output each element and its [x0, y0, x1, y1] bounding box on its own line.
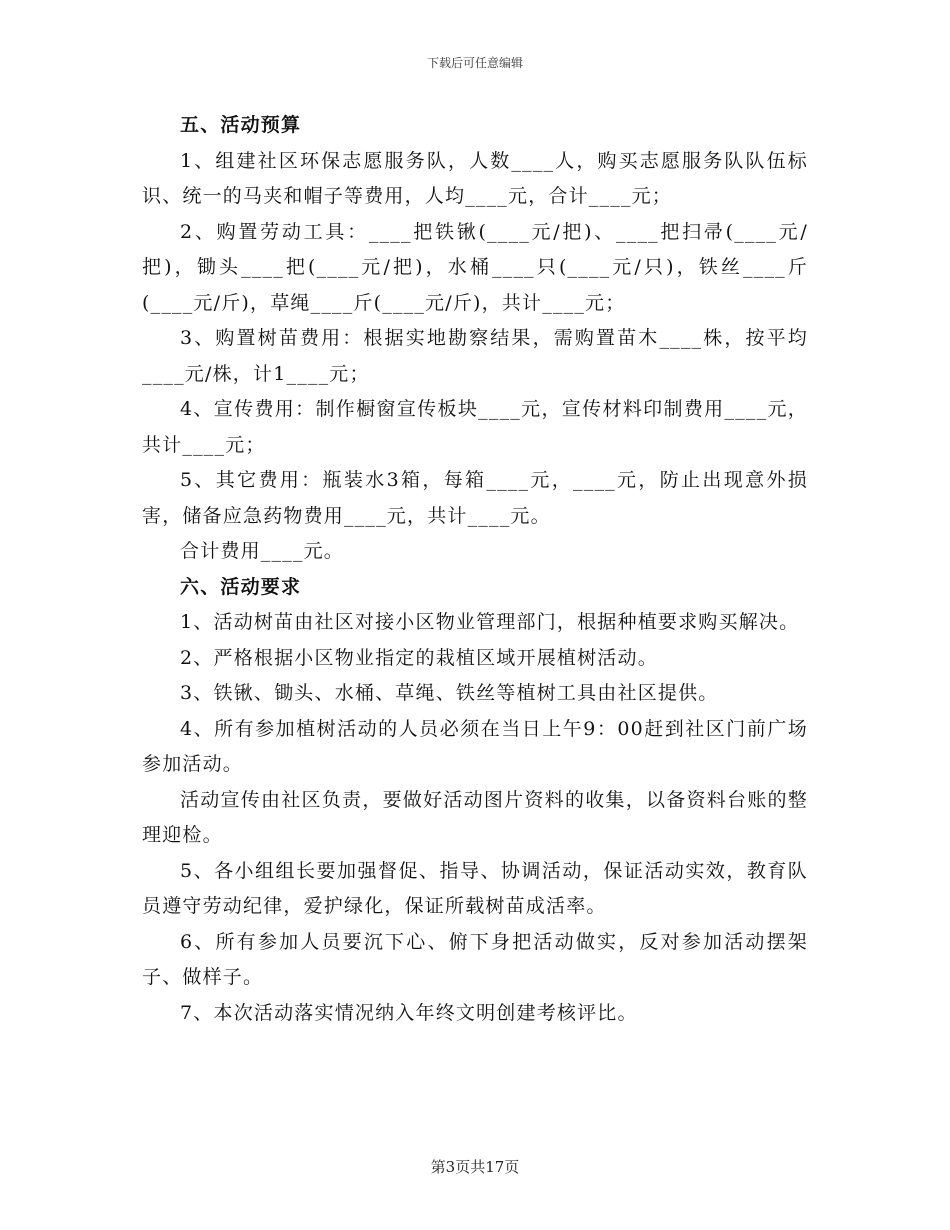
section-heading-budget: 五、活动预算 [180, 114, 302, 136]
requirement-item-2: 2、严格根据小区物业指定的栽植区域开展植树活动。 [180, 646, 658, 669]
document-body [142, 108, 808, 1031]
requirement-item-7: 7、本次活动落实情况纳入年终文明创建考核评比。 [180, 1001, 638, 1024]
requirement-item-6: 6、所有参加人员要沉下心、俯下身把活动做实，反对参加活动摆架子、做样子。 [142, 930, 808, 988]
budget-item-5: 5、其它费用：瓶装水3箱，每箱____元，____元，防止出现意外损害，储备应急药物费用____元，共计____元。 [142, 469, 808, 527]
requirement-item-4: 4、所有参加植树活动的人员必须在当日上午9：00赶到社区门前广场参加活动。 [142, 717, 808, 775]
requirement-item-3: 3、铁锹、锄头、水桶、草绳、铁丝等植树工具由社区提供。 [180, 682, 719, 704]
page-number: 第3页共17页 [430, 1158, 520, 1176]
budget-item-1: 1、组建社区环保志愿服务队，人数____人，购买志愿服务队队伍标识、统一的马夹和帽子等费用，人均____元，合计____元； [142, 149, 808, 207]
budget-total: 合计费用____元。 [180, 540, 345, 562]
page-header: 下载后可任意编辑 [426, 56, 523, 70]
requirement-item-1: 1、活动树苗由社区对接小区物业管理部门，根据种植要求购买解决。 [180, 611, 800, 633]
budget-item-4: 4、宣传费用：制作橱窗宣传板块____元，宣传材料印制费用____元，共计____元； [142, 398, 808, 456]
requirement-publicity: 活动宣传由社区负责，要做好活动图片资料的收集，以备资料台账的整理迎检。 [142, 788, 808, 846]
section-heading-requirements: 六、活动要求 [180, 575, 302, 598]
budget-item-2: 2、购置劳动工具：____把铁锹(____元/把)、____把扫帚(____元/把)，锄头____把(____元/把)，水桶____只(____元/只)，铁丝____斤(____元/斤)，草绳____斤(____元/斤)，共计____元； [142, 220, 808, 314]
budget-item-3: 3、购置树苗费用：根据实地勘察结果，需购置苗木____株，按平均____元/株，计1____元； [142, 327, 808, 385]
requirement-item-5: 5、各小组组长要加强督促、指导、协调活动，保证活动实效，教育队员遵守劳动纪律，爱护绿化，保证所载树苗成活率。 [142, 859, 808, 917]
